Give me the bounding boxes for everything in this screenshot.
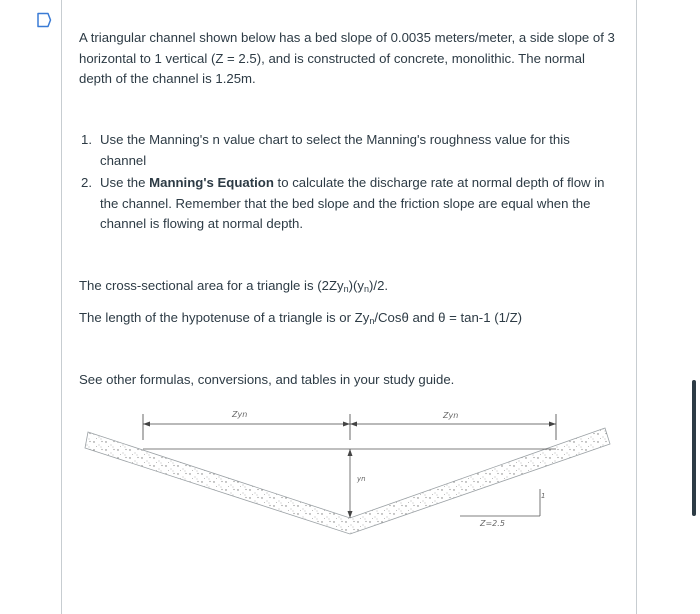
- channel-diagram: [80, 400, 620, 540]
- step-number: 2.: [81, 175, 92, 190]
- channel-lining: [85, 428, 610, 534]
- list-item: [79, 130, 619, 171]
- scrollbar[interactable]: [692, 380, 696, 516]
- label-depth: yn: [357, 475, 366, 483]
- step-text-post: to calculate the discharge rate at normal depth of flow in the channel. Remember that the bed slope and the friction slope are equal when the channel is flowing at normal depth.: [100, 175, 605, 231]
- step-text-pre: Use the: [100, 175, 150, 190]
- step-number: 1.: [81, 132, 92, 147]
- study-guide-note: See other formulas, conversions, and tables in your study guide.: [79, 372, 455, 387]
- label-right-width: Zyn: [443, 411, 459, 420]
- area-formula: The cross-sectional area for a triangle is $(2Zy_n)(y_n)/2$.: [79, 278, 389, 294]
- label-slope-run: Z=2.5: [480, 519, 505, 528]
- step-text-bold: Manning's Equation: [149, 175, 274, 190]
- step-text: Use the Manning's n value chart to select the Manning's roughness value for this channel: [100, 132, 570, 168]
- intro-paragraph: A triangular channel shown below has a bed slope of 0.0035 meters/meter, a side slope of 3 horizontal to 1 vertical (Z = 2.5), and is constructed of concrete, monolithic. The normal depth of the channel is 1.25m.: [79, 30, 615, 86]
- label-slope-rise: 1: [541, 492, 546, 500]
- steps-list: [79, 130, 619, 237]
- hypotenuse-formula: The length of the hypotenuse of a triangle is or $Zy_n$/Cosθ and θ = tan-1 (1/Z): [79, 310, 523, 326]
- bookmark-icon[interactable]: [36, 12, 52, 28]
- list-item: [79, 173, 619, 235]
- label-left-width: Zyn: [232, 410, 248, 419]
